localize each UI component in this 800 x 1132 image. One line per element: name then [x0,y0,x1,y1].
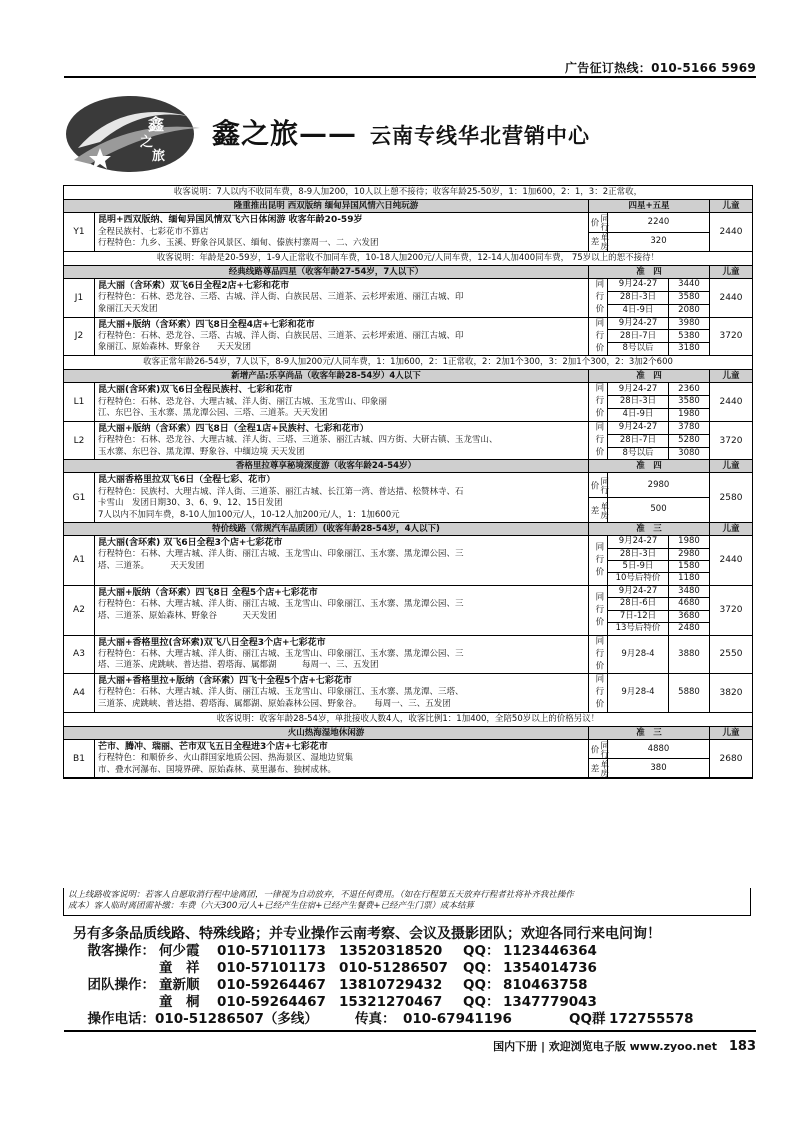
tour-detail-line: 行程特色：民族村、大理古城、洋人街、三道茶、丽江古城、长江第一湾、普达措、松赞林寺、石 [98,486,464,497]
departure-date: 9月24-27 [618,383,658,394]
section-header [64,460,752,473]
qq-number[interactable]: 1123446364 [503,943,597,959]
child-price: 2440 [719,226,743,237]
price-value: 2980 [647,479,670,490]
tour-detail-line: 江、东巴谷、玉水寨、黑龙潭公园、三塔、三道茶。天天发团 [98,408,328,419]
contact-role [63,994,155,1011]
price-label: 同行价 [589,586,608,635]
price-value: 3480 [678,585,700,596]
section-child-label: 儿童 [709,266,752,278]
section-standard: 准 四 [588,370,709,382]
child-price: 2440 [719,555,743,566]
tour-detail-line: 行程特色：石林、大理古城、洋人街、丽江古城、玉龙雪山、印象丽江、玉水寨、黑龙潭公园、三 [98,599,464,610]
tour-name: 昆大丽(含环索)双飞6日全程民族村、七彩和花市 [98,385,293,396]
tour-description [95,674,589,712]
departure-date: 9月24-27 [618,585,658,596]
departure-date: 28日-3日 [608,548,668,560]
price-value: 1180 [669,572,709,584]
departure-date: 28日-3日 [608,291,668,304]
section-title: 经典线路尊品四星（收客年龄27-54岁，7人以下） [228,267,424,278]
tour-detail-line: 行程特色：石林、恐龙谷、三塔、古城、洋人街、白族民居、三道茶、云杉坪索道、丽江古城、印 [98,330,464,341]
contact-row [63,943,751,960]
price-label: 同行价 [589,636,608,674]
price-label: 同行价 [589,279,608,317]
contact-name: 童 祥 [159,960,200,976]
price-value: 2480 [669,622,709,634]
section-child-label: 儿童 [709,523,752,535]
date-column [608,383,669,421]
section-standard: 准 四 [588,266,709,278]
price-value: 5880 [678,687,700,698]
contact-headline: 另有多条品质线路、特殊线路；并专业操作云南考察、会议及摄影团队；欢迎各同行来电问询！ [73,926,661,942]
price-value: 3680 [669,610,709,622]
brand-name: 鑫之旅—— [212,117,358,150]
departure-date: 5日-9日 [608,560,668,572]
price-label: 同行价 [589,422,608,460]
tour-description [95,383,589,421]
tour-detail-line: 行程特色：石林、大理古城、洋人街、丽江古城、玉龙雪山、印象丽江、玉水寨、黑龙潭公园、三 [98,648,464,659]
section-child-label: 儿童 [709,370,752,382]
tour-table [63,185,753,779]
tour-detail-line: 7人以内不加同车费，8-10人加100元/人，10-12人加200元/人，1：1加600元 [98,509,400,520]
price-value: 2980 [669,548,709,560]
price-value: 5380 [669,329,709,342]
price-labels [589,740,608,777]
contact-mobile[interactable]: 13810729432 [339,977,443,993]
price-value: 4680 [669,597,709,609]
departure-date: 28日-7日 [608,434,668,447]
tour-detail-line: 市、叠水河瀑布、国境界碑、原始森林、莫里瀑布、独树成林。 [98,764,337,775]
tour-name: 昆大丽+香格里拉(含环索)双飞八日全程3个店+七彩花市 [98,637,326,648]
qq-label: QQ： [463,943,500,959]
section-note: 收客正常年龄26-54岁，7人以下，8-9人加200元/人同车费，1：1加600，2：1正常收，2：2加1个300，3：2加1个300，2：3加2个600 [64,356,752,370]
contact-role: 团队操作： [87,977,155,993]
price-value: 1980 [678,536,700,547]
qq-group-label: QQ群 [569,1011,606,1027]
terms-line: 成本）客人临时离团需补缴：车费（六天300元/人+已经产生住宿+已经产生餐费+已经产生门票）成本结算 [68,901,474,912]
price-value: 2360 [678,383,700,394]
section-title: 新增产品:乐享尚品（收客年龄28-54岁）4人以下 [231,371,421,382]
tour-detail-line: 行程特色：石林、恐龙谷、大理古城、洋人街、丽江古城、玉龙雪山、印象丽 [98,396,388,407]
price-label: 同行价 [589,213,609,231]
section-header [64,523,752,536]
price-value: 3780 [678,422,700,433]
price-labels [589,473,608,522]
contact-phone[interactable]: 010-57101173 [217,943,326,959]
price-value: 1980 [669,408,709,421]
child-price: 2680 [719,753,743,764]
tour-name: 昆明+西双版纳、缅甸异国风情双飞六日体闲游 收客年龄20-59岁 [98,215,363,226]
contact-row [63,994,751,1011]
tour-detail-line: 行程特色：石林、恐龙谷、大理古城、洋人街、三塔、三道茶、丽江古城、四方街、大研古镇、玉龙雪山、 [98,435,498,446]
departure-date: 9月24-27 [618,279,658,290]
qq-label: QQ： [463,960,500,976]
price-label: 同行价 [589,674,608,712]
tour-detail-line: 塔、三道茶、原始森林、野象谷 天天发团 [98,610,277,621]
price-column [669,279,710,317]
child-price: 3720 [719,605,743,616]
qq-number[interactable]: 1347779043 [503,994,597,1010]
fax-label: 传真： [355,1011,396,1027]
tour-row [64,473,752,523]
price-label: 同行价 [589,476,609,494]
price-label: 同行价 [589,318,608,356]
tour-name: 昆大丽+香格里拉+版纳（含环索）四飞十全程5个店+七彩花市 [98,676,352,687]
section-header [64,727,752,740]
price-column [669,536,710,585]
footer-rule [64,1030,756,1032]
price-label: 单房差 [589,759,609,777]
contact-row [63,960,751,977]
tour-code: B1 [64,740,95,777]
tour-name: 昆大丽（含环索）双飞6日全程2店+七彩和花市 [98,281,290,292]
tour-row [64,740,752,778]
tour-code: G1 [64,473,95,522]
tour-name: 昆大丽+版纳（含环索）四飞8日（全程1店+民族村、七彩和花市） [98,423,369,434]
departure-date: 28日-7日 [608,329,668,342]
section-note: 收客说明：年龄是20-59岁，1-9人正常收不加同车费，10-18人加200元/人同车费，12-14人加400同车费， 75岁以上的恕不接待！ [64,252,752,266]
fax-number[interactable]: 010-67941196 [403,1011,512,1027]
contact-phone[interactable]: 010-59264467 [217,994,326,1010]
section-child-label: 儿童 [709,200,752,212]
price-value: 3580 [669,291,709,304]
svg-text:鑫: 鑫 [148,115,165,134]
section-header [64,200,752,213]
tour-detail-line: 行程特色：石林、恐龙谷、三塔、古城、洋人街、白族民居、三道茶、云杉坪索道、丽江古城、印 [98,292,464,303]
child-price: 3720 [719,435,743,446]
contact-role [63,960,155,977]
tour-name: 昆大丽+版纳（含环索）四飞8日全程4店+七彩和花市 [98,319,315,330]
price-label: 单房差 [589,497,607,522]
child-price: 2580 [719,492,743,503]
qq-label: QQ： [463,977,500,993]
tour-detail-line: 塔、三道茶、虎跳峡、普达措、碧塔海、属都湖 每周一、三、五发团 [98,660,379,671]
ad-hotline: 广告征订热线：010-5166 5969 [564,61,756,75]
price-label: 同行价 [589,536,608,585]
tour-code: A1 [64,536,95,585]
tour-row [64,586,752,636]
price-label: 同行价 [589,383,608,421]
qq-label: QQ： [463,994,500,1010]
price-column [669,318,710,356]
tour-detail-line: 象丽江天天发团 [98,303,158,314]
tour-description [95,422,589,460]
departure-date: 8号以后 [608,447,668,460]
tour-detail-line: 行程特色：和顺侨乡、火山群国家地质公园、热海景区、湿地边贸集 [98,753,354,764]
section-title: 特价线路（常规汽车品质团）(收客年龄28-54岁，4人以下) [212,524,440,535]
departure-date: 13号后特价 [608,622,668,634]
section-note: 收客说明：收客年龄28-54岁，单批接收人数4人，收客比例1：1加400，全陪50岁以上的价格另议！ [64,713,752,727]
contact-phone[interactable]: 010-59264467 [217,977,326,993]
contact-row [63,977,751,994]
footer-text: 国内下册 | 欢迎浏览电子版 www.zyoo.net [493,1040,718,1053]
svg-text:之: 之 [140,135,154,150]
qq-number[interactable]: 1354014736 [503,960,597,976]
date-column [608,636,669,674]
section-title: 火山热海湿地休闲游 [287,728,365,739]
section-child-label: 儿童 [709,727,752,739]
tour-code: L2 [64,422,95,460]
tour-description [95,586,589,635]
tour-detail-line: 全程民族村、七彩花市不算店 [98,226,209,237]
child-price: 2440 [719,292,743,303]
departure-date: 9月28-4 [621,648,655,659]
tour-description [95,740,589,777]
tour-row [64,636,752,675]
qq-group[interactable]: 172755578 [609,1011,694,1027]
contact-footer-row [63,1011,751,1028]
departure-date: 4日-9日 [608,304,668,317]
op-phone[interactable]: 010-51286507（多线） [155,1011,318,1027]
tour-description [95,213,589,250]
price-column [669,383,710,421]
tour-row [64,422,752,461]
section-standard: 准 三 [588,727,709,739]
tour-row [64,674,752,713]
price-value: 3080 [669,447,709,460]
tour-row [64,213,752,251]
price-value: 3440 [678,279,700,290]
price-value: 2240 [647,216,670,227]
contact-mobile[interactable]: 15321270467 [339,994,443,1010]
section-child-label: 儿童 [709,460,752,472]
tour-name: 昆大丽+版纳（含环索）四飞8日 全程5个店+七彩花市 [98,587,318,598]
price-label: 同行价 [589,740,609,758]
price-values [608,740,709,777]
tour-detail-line: 象丽江、原始森林、野象谷 天天发团 [98,342,252,353]
tour-row [64,318,752,357]
tour-detail-line: 塔、三道茶。 天天发团 [98,560,205,571]
tour-detail-line: 行程特色：石林、大理古城、洋人街、丽江古城、玉龙雪山、印象丽江、玉水寨、黑龙潭公园、三 [98,549,464,560]
date-column [608,318,669,356]
section-header [64,370,752,383]
price-column [669,674,710,712]
departure-date: 4日-9日 [608,408,668,421]
tour-description [95,536,589,585]
contact-role: 散客操作： [87,943,155,959]
child-price: 2550 [719,649,743,660]
terms-line: 以上线路收客说明：若客人自愿取消行程中途离团，一律视为自动放弃，不退任何费用。（如在行程第五天放弃行程者社将补齐我社操作 [68,890,574,900]
tour-code: J1 [64,279,95,317]
tour-row [64,536,752,586]
svg-text:旅: 旅 [152,149,166,164]
price-values [608,213,709,250]
price-value: 3980 [678,317,700,328]
departure-date: 9月28-4 [621,687,655,698]
child-price: 3820 [719,687,743,698]
price-value: 2080 [669,304,709,317]
price-value: 500 [608,497,709,522]
section-standard: 四星+五星 [588,200,709,212]
date-column [608,674,669,712]
date-column [608,422,669,460]
tour-description [95,279,589,317]
price-column [669,586,710,635]
child-price: 3720 [719,331,743,342]
tour-name: 昆大丽(含环索) 双飞6日全程3个店+七彩花市 [98,538,283,549]
section-title: 隆重推出昆明 西双版纳 缅甸异国风情六日纯玩游 [233,201,419,212]
brand-logo [60,90,210,176]
tour-code: A2 [64,586,95,635]
tour-code: A4 [64,674,95,712]
tour-row [64,279,752,318]
tour-description [95,636,589,674]
departure-date: 28日-6日 [608,597,668,609]
price-box [589,473,710,522]
tour-detail-line: 玉水寨、东巴谷、黑龙潭、野象谷、中缅边境 天天发团 [98,446,305,457]
price-box [589,213,710,250]
tour-detail-line: 行程特色：石林、大理古城、洋人街、丽江古城、玉龙雪山、印象丽江、玉水寨、黑龙潭、三塔、 [98,687,464,698]
op-phone-label: 操作电话： [87,1011,155,1027]
date-column [608,586,669,635]
price-value: 5280 [669,434,709,447]
contact-mobile[interactable]: 010-51286507 [339,960,448,976]
departure-date: 28日-3日 [608,395,668,408]
tour-description [95,473,589,522]
terms-notes [63,888,751,916]
contact-name: 何少霞 [159,943,200,959]
section-header [64,266,752,279]
tour-name: 昆大丽香格里拉双飞6日（全程七彩、花市） [98,475,276,486]
contact-phone[interactable]: 010-57101173 [217,960,326,976]
contact-block [63,923,751,1028]
section-standard: 准 四 [588,460,709,472]
brand-subtitle: 云南专线华北营销中心 [370,123,590,148]
tour-detail-line: 行程特色：九乡、玉溪、野象谷风景区、缅甸、傣族村寨周一、二、六发团 [98,238,379,249]
tour-code: L1 [64,383,95,421]
page-number: 183 [728,1039,756,1054]
tour-detail-line: 卡雪山 发团日期30、3、6、9、12、15日发团 [98,498,283,509]
tour-detail-line: 三道茶、虎跳峡、普达措、碧塔海、属都湖、原始森林公园、野象谷。 每周一、三、五发团 [98,698,451,709]
notice-top: 收客说明：7人以内不收同车费，8-9人加200，10人以上憩不接待；收客年龄25-50岁，1：1加600，2：1，3：2正常收， [64,186,752,200]
tour-code: A3 [64,636,95,674]
price-value: 3180 [669,342,709,355]
departure-date: 9月24-27 [618,317,658,328]
section-title: 香格里拉尊享秘境深度游（收客年龄24-54岁） [235,461,417,472]
departure-date: 9月24-27 [618,536,658,547]
child-price: 2440 [719,397,743,408]
departure-date: 8号以后 [608,342,668,355]
departure-date: 7日-12日 [608,610,668,622]
qq-number[interactable]: 810463758 [503,977,588,993]
contact-mobile[interactable]: 13520318520 [339,943,443,959]
price-value: 320 [608,232,709,251]
date-column [608,536,669,585]
tour-code: Y1 [64,213,95,250]
price-value: 4880 [647,743,670,754]
page-footer [493,1038,756,1054]
departure-date: 9月24-27 [618,422,658,433]
date-column [608,279,669,317]
price-column [669,636,710,674]
price-label: 单房差 [589,233,609,251]
price-value: 3580 [669,395,709,408]
tour-row [64,383,752,422]
tour-code: J2 [64,318,95,356]
contact-name: 童 桐 [159,994,200,1010]
price-labels [589,213,608,250]
price-value: 380 [608,758,709,777]
tour-description [95,318,589,356]
contact-name: 童新顺 [159,977,200,993]
tour-name: 芒市、腾冲、瑞丽、芒市双飞五日全程进3个店+七彩花市 [98,742,328,753]
price-column [669,422,710,460]
top-rule [64,76,756,78]
section-standard: 准 三 [588,523,709,535]
departure-date: 10号后特价 [608,572,668,584]
price-value: 3880 [678,648,700,659]
price-value: 1580 [669,560,709,572]
price-box [589,740,710,777]
price-values [608,473,709,522]
